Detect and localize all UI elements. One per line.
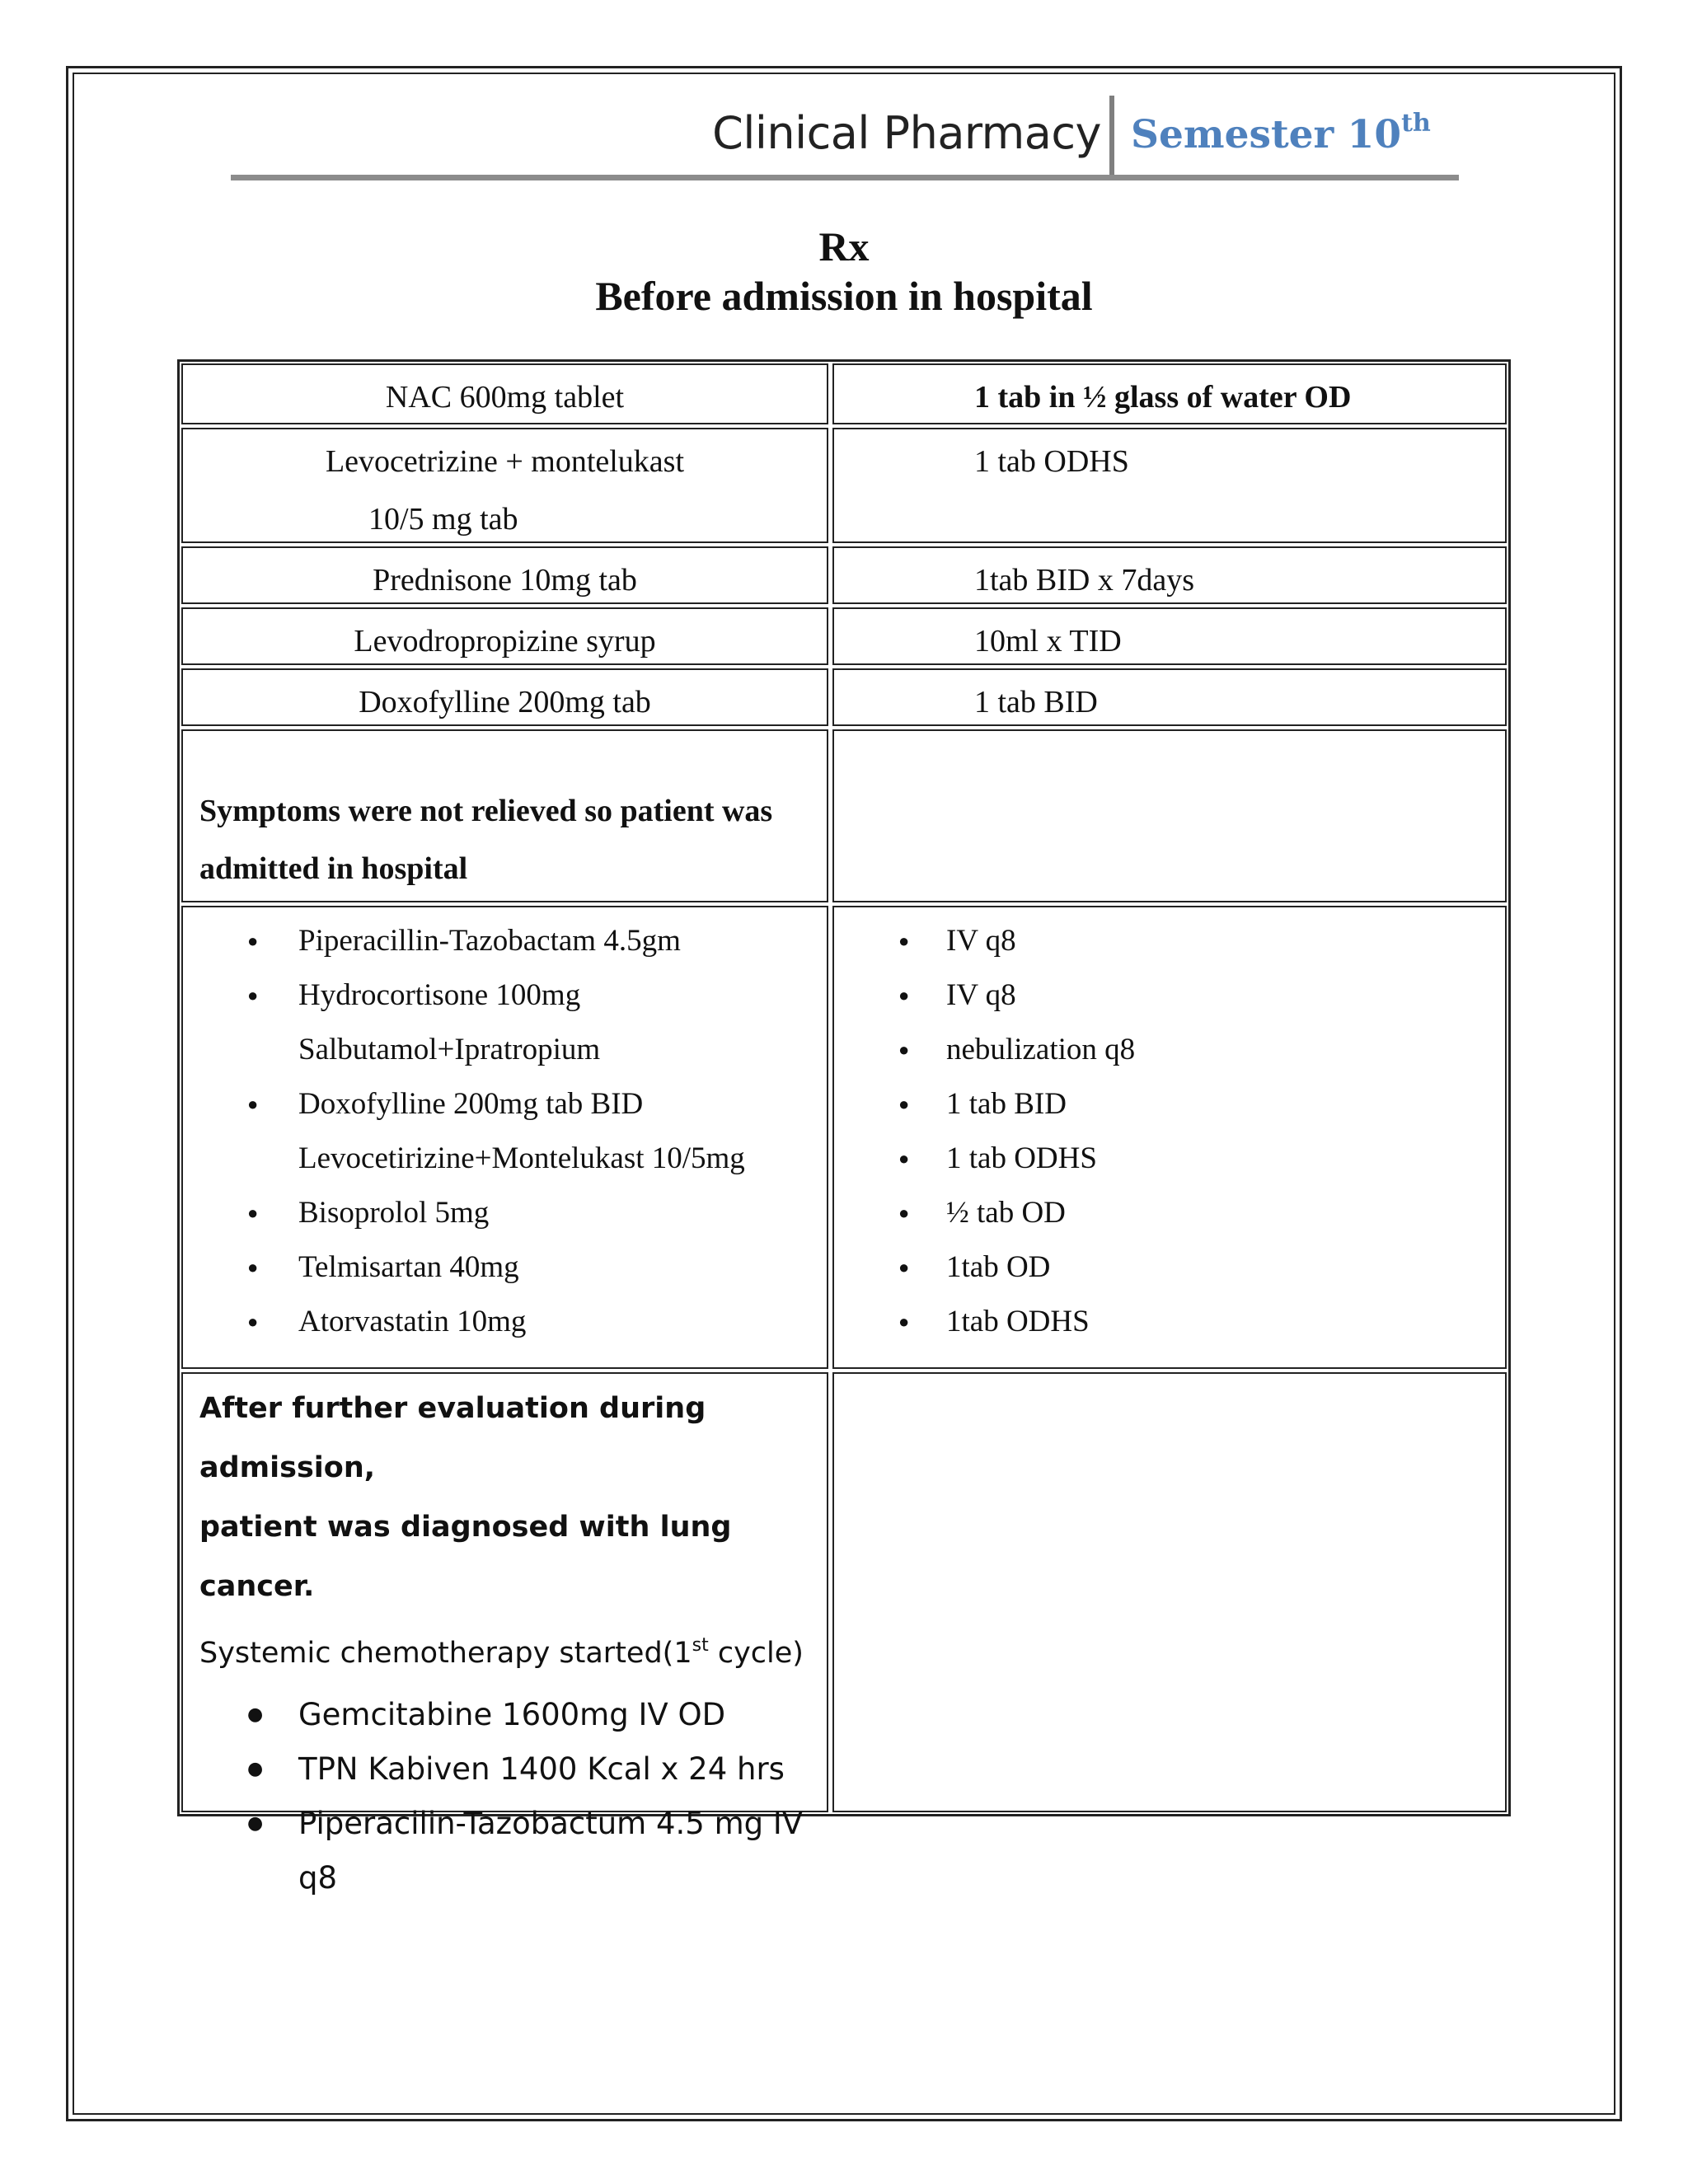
list-item bbox=[183, 1077, 827, 1132]
list-item-text: ● TPN Kabiven 1400 Kcal x 24 hrs bbox=[298, 1751, 785, 1787]
prescription-table bbox=[177, 359, 1511, 1896]
table-row bbox=[181, 668, 1507, 726]
drug-cell bbox=[181, 607, 828, 665]
list-item-text: ● 1tab ODHS bbox=[946, 1305, 1090, 1338]
evaluation-line: patient was diagnosed with lung cancer. bbox=[199, 1511, 732, 1603]
drug-strength: 10/5 mg tab bbox=[368, 502, 518, 537]
header-separator bbox=[1109, 96, 1114, 176]
evaluation-line: After further evaluation during admission, bbox=[199, 1392, 706, 1484]
list-item-text: Levocetirizine+Montelukast 10/5mg bbox=[298, 1141, 745, 1175]
drug-name: Doxofylline 200mg tab bbox=[359, 685, 651, 719]
list-item bbox=[183, 1688, 827, 1742]
empty-cell bbox=[832, 1372, 1507, 1812]
list-item-text: ● 1tab OD bbox=[946, 1250, 1051, 1284]
dose-cell: 10ml x TID bbox=[832, 607, 1507, 665]
list-item bbox=[183, 1797, 827, 1896]
drug-name: NAC 600mg tablet bbox=[385, 380, 625, 415]
list-item bbox=[183, 1295, 827, 1349]
list-item-text: ● IV q8 bbox=[946, 924, 1016, 958]
admission-meds-cell bbox=[181, 906, 828, 1369]
table-row bbox=[181, 607, 1507, 665]
list-item-text: ● 1 tab ODHS bbox=[946, 1141, 1097, 1175]
table-row bbox=[181, 729, 1507, 902]
table-row bbox=[181, 546, 1507, 604]
table-row bbox=[181, 1372, 1507, 1896]
list-item bbox=[183, 1132, 827, 1186]
list-item bbox=[183, 1186, 827, 1240]
drug-cell bbox=[181, 363, 828, 424]
semester-text: Semester 10 bbox=[1131, 112, 1402, 157]
rx-title: Rx bbox=[818, 223, 870, 269]
admission-note-cell bbox=[181, 729, 828, 902]
list-item-text: ● Bisoprolol 5mg bbox=[298, 1196, 490, 1230]
list-item bbox=[834, 1132, 1505, 1186]
list-item-text: ● Hydrocortisone 100mg bbox=[298, 978, 581, 1012]
list-item bbox=[834, 1186, 1505, 1240]
evaluation-cell bbox=[181, 1372, 828, 1896]
admission-doses-list bbox=[834, 914, 1505, 1349]
list-item bbox=[183, 914, 827, 968]
chemo-suffix: cycle) bbox=[708, 1637, 804, 1670]
drug-name: Prednisone 10mg tab bbox=[373, 563, 637, 598]
list-item-text: ● nebulization q8 bbox=[946, 1033, 1136, 1066]
admission-note-line: Symptoms were not relieved so patient was bbox=[199, 794, 773, 828]
list-item-text: ● Doxofylline 200mg tab BID bbox=[298, 1087, 644, 1121]
list-item bbox=[183, 968, 827, 1023]
rx-subtitle: Before admission in hospital bbox=[595, 273, 1093, 319]
header-rule bbox=[231, 175, 1459, 180]
dose-cell: 1tab BID x 7days bbox=[832, 546, 1507, 604]
drug-cell bbox=[181, 428, 828, 543]
drug-name: Levodropropizine syrup bbox=[354, 624, 656, 658]
list-item bbox=[834, 914, 1505, 968]
list-item-text: ● Piperacillin-Tazobactam 4.5gm bbox=[298, 924, 681, 958]
semester-label bbox=[1131, 109, 1431, 157]
list-item-text: ● Atorvastatin 10mg bbox=[298, 1305, 527, 1338]
list-item bbox=[834, 1240, 1505, 1295]
list-item-text: ● IV q8 bbox=[946, 978, 1016, 1012]
course-title: Clinical Pharmacy bbox=[712, 107, 1101, 159]
chemo-sup: st bbox=[692, 1635, 709, 1656]
drug-cell bbox=[181, 546, 828, 604]
list-item bbox=[183, 1023, 827, 1077]
admission-meds-list bbox=[183, 914, 827, 1349]
table-row bbox=[181, 363, 1507, 424]
list-item-text: ● 1 tab BID bbox=[946, 1087, 1067, 1121]
list-item bbox=[183, 1240, 827, 1295]
dose-cell: 1 tab BID bbox=[832, 668, 1507, 726]
drug-name: Levocetrizine + montelukast bbox=[325, 444, 685, 479]
dose-cell: 1 tab in ½ glass of water OD bbox=[832, 363, 1507, 424]
list-item-text: ● Piperacilin-Tazobactum 4.5 mg IV q8 bbox=[298, 1806, 804, 1896]
list-item-text: ● Gemcitabine 1600mg IV OD bbox=[298, 1697, 726, 1732]
drug-cell bbox=[181, 668, 828, 726]
list-item-text: ● Telmisartan 40mg bbox=[298, 1250, 519, 1284]
list-item bbox=[834, 1295, 1505, 1349]
list-item bbox=[834, 968, 1505, 1023]
chemo-list bbox=[183, 1683, 827, 1896]
table-row bbox=[181, 906, 1507, 1369]
admission-doses-cell bbox=[832, 906, 1507, 1369]
table-row bbox=[181, 428, 1507, 543]
list-item bbox=[834, 1077, 1505, 1132]
chemo-line bbox=[183, 1616, 827, 1683]
admission-note-line: admitted in hospital bbox=[199, 851, 468, 886]
list-item bbox=[183, 1742, 827, 1797]
list-item-text: ● ½ tab OD bbox=[946, 1196, 1066, 1230]
list-item-text: Salbutamol+Ipratropium bbox=[298, 1033, 601, 1066]
empty-cell bbox=[832, 729, 1507, 902]
dose-cell: 1 tab ODHS bbox=[832, 428, 1507, 543]
semester-suffix: th bbox=[1401, 109, 1431, 138]
chemo-prefix: Systemic chemotherapy started(1 bbox=[199, 1637, 692, 1670]
list-item bbox=[834, 1023, 1505, 1077]
